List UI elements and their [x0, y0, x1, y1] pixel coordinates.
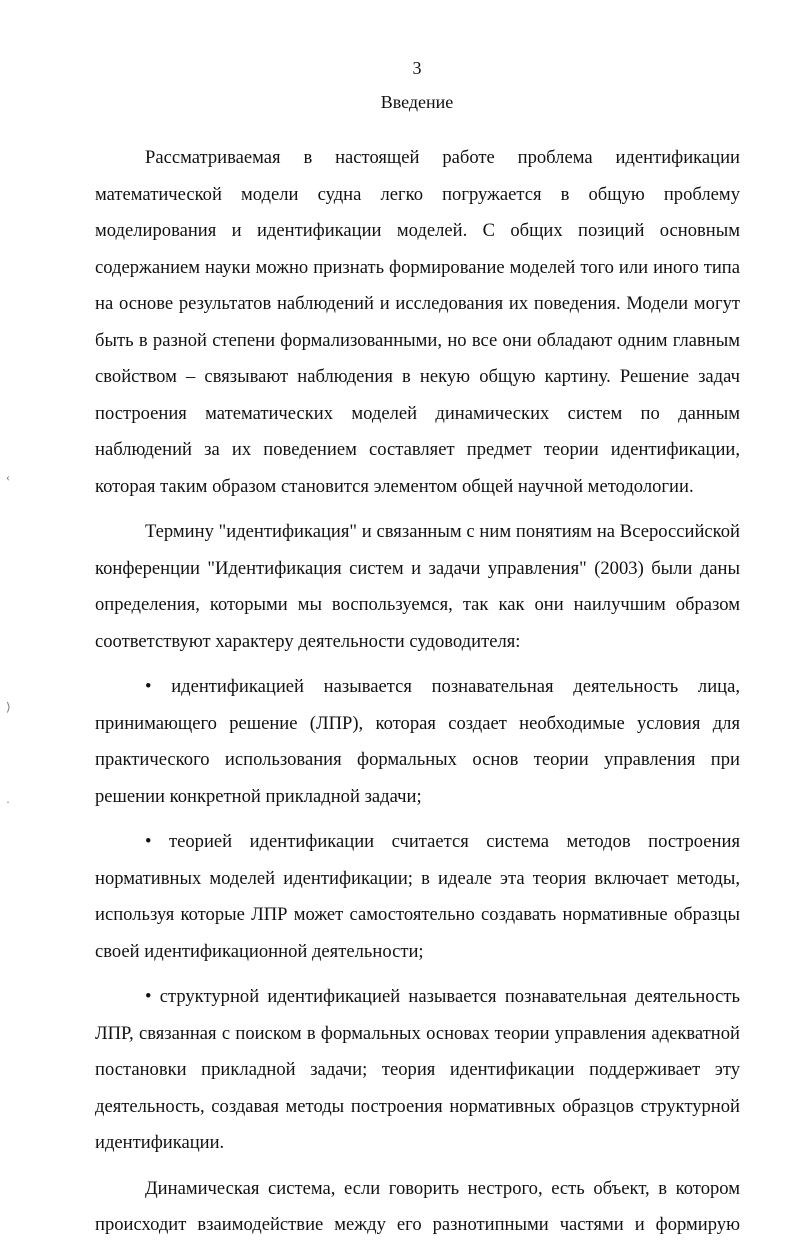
paragraph-intro: Рассматриваемая в настоящей работе проблема идентификации математической модели судна легко погружается в общую проблему моделирования и идентификации моделей. С общих позиций основным содержанием науки можно признать формирование моделей того или иного типа на основе результатов наблюдений и исследования их поведения. Модели могут быть в разной степени формализованными, но все они обладают одним главным свойством – связывают наблюдения в некую общую картину. Решение задач построения математических моделей динамических систем по данным наблюдений за их поведением составляет предмет теории идентификации, которая таким образом становится элементом общей научной методологии.: [95, 147, 740, 497]
margin-mark: ‹: [6, 470, 10, 484]
margin-mark: ⟩: [6, 700, 11, 714]
margin-mark: ·: [6, 795, 10, 809]
bullet-identification-theory: • теорией идентификации считается система методов построения нормативных моделей идентификации; в идеале эта теория включает методы, используя которые ЛПР может самостоятельно создавать нормативные образцы своей идентификационной деятельности;: [95, 831, 740, 962]
body-text: [95, 140, 740, 1244]
paragraph-dynamic-system: Динамическая система, если говорить нестрого, есть объект, в котором происходит взаимодействие между его разнотипными частями и формирую: [95, 1177, 740, 1235]
bullet-structural-identification: • структурной идентификацией называется познавательная деятельность ЛПР, связанная с поиском в формальных основах теории управления адекватной постановки прикладной задачи; теория идентификации поддерживает эту деятельность, создавая методы построения нормативных образцов структурной идентификации.: [95, 986, 740, 1153]
section-heading: Введение: [380, 92, 454, 112]
bullet-identification: • идентификацией называется познавательная деятельность лица, принимающего решение (ЛПР), которая создает необходимые условия для практического использования формальных основ теории управления при решении конкретной прикладной задачи;: [95, 676, 740, 807]
page-number: 3: [412, 58, 422, 78]
paragraph-terminology: Термину "идентификация" и связанным с ним понятиям на Всероссийской конференции "Идентификация систем и задачи управления" (2003) были даны определения, которыми мы воспользуемся, так как они наилучшим образом соответствуют характеру деятельности судоводителя:: [95, 521, 740, 652]
